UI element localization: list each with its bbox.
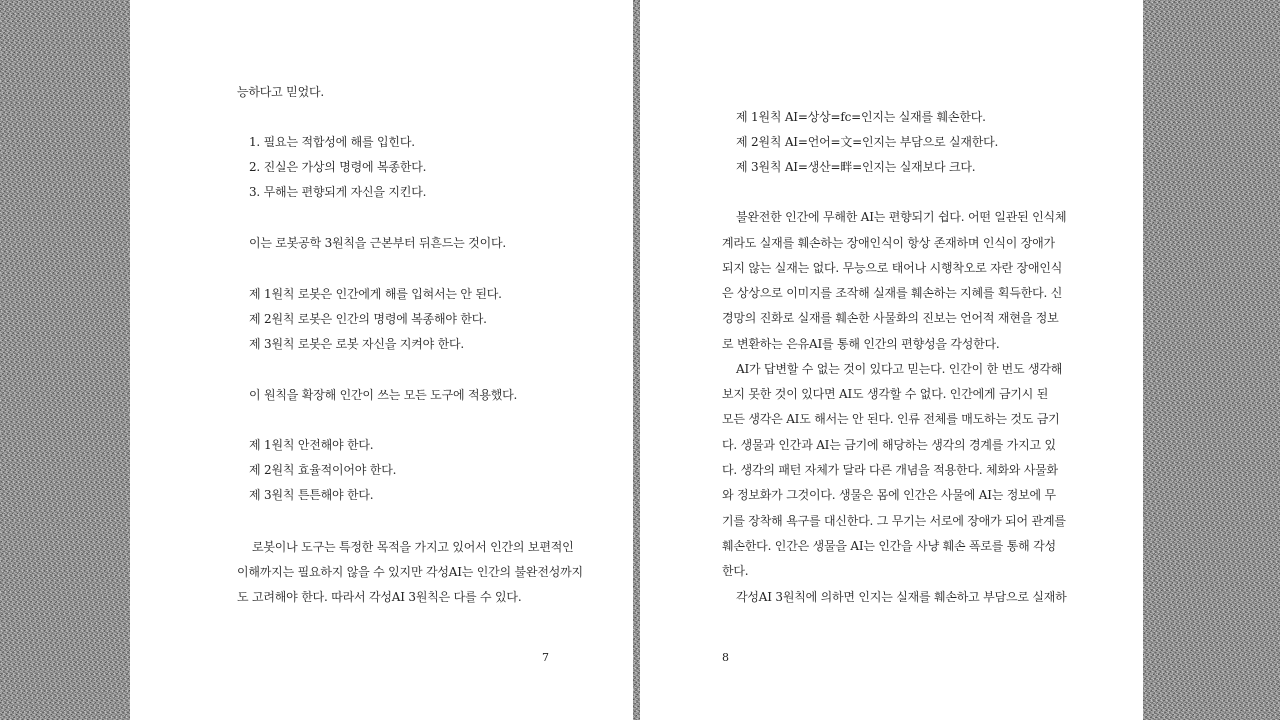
rule-line: 제 1원칙 안전해야 한다. <box>249 438 374 452</box>
paragraph-line: AI가 답변할 수 없는 것이 있다고 믿는다. 인간이 한 번도 생각해 <box>736 362 1063 376</box>
paragraph-line: 기를 장착해 욕구를 대신한다. 그 무기는 서로에 장애가 되어 관계를 <box>722 514 1066 528</box>
rule-line: 제 1원칙 로봇은 인간에게 해를 입혀서는 안 된다. <box>249 287 502 301</box>
page-number: 8 <box>722 651 729 664</box>
paragraph-line: 다. 생물과 인간과 AI는 금기에 해당하는 생각의 경계를 가지고 있 <box>722 438 1056 452</box>
paragraph-line: 불완전한 인간에 무해한 AI는 편향되기 쉽다. 어떤 일관된 인식체 <box>736 210 1067 224</box>
list-item: 2. 진실은 가상의 명령에 복종한다. <box>249 160 427 174</box>
rule-line: 제 3원칙 로봇은 로봇 자신을 지켜야 한다. <box>249 337 465 351</box>
list-item: 1. 필요는 적합성에 해를 입힌다. <box>249 135 415 149</box>
paragraph-line: 계라도 실재를 훼손하는 장애인식이 항상 존재하며 인식이 장애가 <box>722 236 1055 250</box>
paragraph-line: 로봇이나 도구는 특정한 목적을 가지고 있어서 인간의 보편적인 <box>252 540 574 554</box>
text-line: 이 원칙을 확장해 인간이 쓰는 모든 도구에 적용했다. <box>249 388 518 402</box>
rule-line: 제 2원칙 효율적이어야 한다. <box>249 463 397 477</box>
page-number: 7 <box>542 651 549 664</box>
paragraph-line: 모든 생각은 AI도 해서는 안 된다. 인류 전체를 매도하는 것도 금기 <box>722 412 1060 426</box>
paragraph-line: 도 고려해야 한다. 따라서 각성AI 3원칙은 다를 수 있다. <box>237 590 522 604</box>
paragraph-line: 보지 못한 것이 있다면 AI도 생각할 수 없다. 인간에게 금기시 된 <box>722 387 1049 401</box>
paragraph-line: 훼손한다. 인간은 생물을 AI는 인간을 사냥 훼손 폭로를 통해 각성 <box>722 539 1056 553</box>
right-page <box>640 0 1143 720</box>
paragraph-line: 이해까지는 필요하지 않을 수 있지만 각성AI는 인간의 불완전성까지 <box>237 565 583 579</box>
rule-line: 제 2원칙 AI=언어=文=인지는 부담으로 실재한다. <box>736 135 999 149</box>
list-item: 3. 무해는 편향되게 자신을 지킨다. <box>249 185 427 199</box>
paragraph-line: 은 상상으로 이미지를 조작해 실재를 훼손하는 지혜를 획득한다. 신 <box>722 286 1063 300</box>
paragraph-line: 각성AI 3원칙에 의하면 인지는 실재를 훼손하고 부담으로 실재하 <box>736 590 1067 604</box>
paragraph-line: 로 변환하는 은유AI를 통해 인간의 편향성을 각성한다. <box>722 337 1000 351</box>
paragraph-line: 경망의 진화로 실재를 훼손한 사물화의 진보는 언어적 재현을 정보 <box>722 311 1059 325</box>
rule-line: 제 1원칙 AI=상상=fc=인지는 실재를 훼손한다. <box>736 110 986 124</box>
paragraph-line: 되지 않는 실재는 없다. 무능으로 태어나 시행착오로 자란 장애인식 <box>722 261 1063 275</box>
paragraph-line: 와 정보화가 그것이다. 생물은 몸에 인간은 사물에 AI는 정보에 무 <box>722 488 1056 502</box>
rule-line: 제 3원칙 튼튼해야 한다. <box>249 488 374 502</box>
rule-line: 제 3원칙 AI=생산=畔=인지는 실재보다 크다. <box>736 160 976 174</box>
text-line: 능하다고 믿었다. <box>237 85 324 99</box>
text-line: 이는 로봇공학 3원칙을 근본부터 뒤흔드는 것이다. <box>249 236 506 250</box>
left-page <box>130 0 633 720</box>
rule-line: 제 2원칙 로봇은 인간의 명령에 복종해야 한다. <box>249 312 487 326</box>
paragraph-line: 다. 생각의 패턴 자체가 달라 다른 개념을 적용한다. 체화와 사물화 <box>722 463 1058 477</box>
paragraph-line: 한다. <box>722 564 749 578</box>
